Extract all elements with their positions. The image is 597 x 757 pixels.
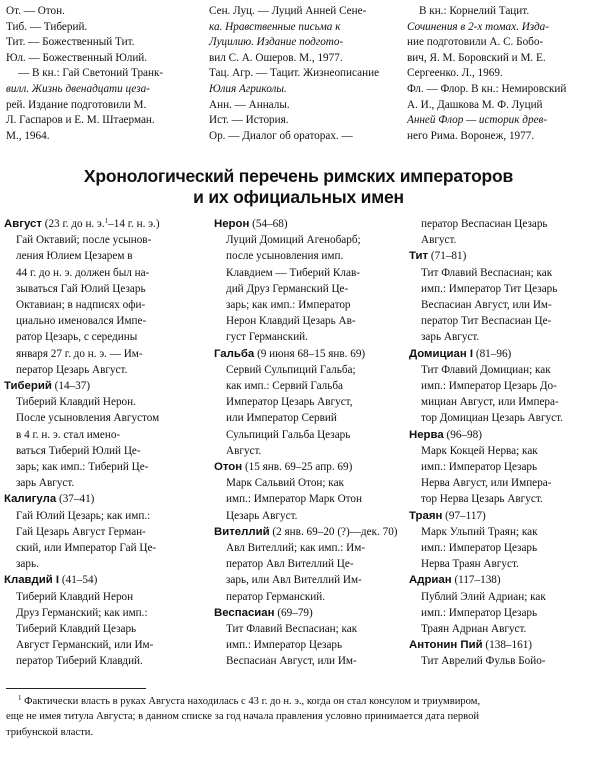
entry-line: Тиберий Клавдий Нерон. [16,396,136,409]
emperor-name: Калигула [4,493,57,506]
entry-line: зарь. [16,558,39,571]
emperor-entry [214,216,410,346]
entry-line: Нерва Август, или Импера- [421,477,552,490]
emperor-name: Клавдий I [4,574,60,587]
reign-dates: (9 июня 68–15 янв. 69) [257,347,366,360]
emperor-heading [214,216,410,232]
emperor-heading [4,216,200,232]
footnote-line: трибунской власти. [6,726,94,738]
abbr-line: Луцилию. Издание подгото- [209,36,344,49]
entry-line: Гай Юлий Цезарь; как имп.: [16,509,151,522]
emperor-entry [214,605,410,670]
entry-line: Сервий Сульпиций Гальба; [226,363,356,376]
entry-line: имп.: Император Цезарь [226,639,343,652]
entry-line: Марк Ульпий Траян; как [421,525,538,538]
entry-line: ратор Цезарь, с середины [16,331,138,344]
reign-dates: (2 янв. 69–20 (?)—дек. 70) [272,525,398,538]
emperor-entry [409,508,595,573]
entry-line: тор Нерва Цезарь Август. [421,493,543,506]
entry-line: зарь; как имп.: Император [226,299,351,312]
emperor-entry [409,346,595,427]
section-title-line-2: и их официальных имен [193,187,404,207]
abbr-line: него Рима. Воронеж, 1977. [407,129,535,142]
entry-line: имп.: Император Цезарь [421,606,538,619]
footnote-text: Фактически власть в руках Августа находилась с 43 г. до н. э., когда он стал консулом и триумвиром, [24,696,481,707]
entry-line: Император Цезарь Август, [226,396,353,409]
entry-line: Веспасиан Август, или Им- [421,299,552,312]
reign-dates: (15 янв. 69–25 апр. 69) [244,461,353,474]
emperor-heading [409,427,595,443]
entry-line: Тит Флавий Домициан; как [421,363,551,376]
emperor-entry [409,427,595,508]
emperor-name: Адриан [409,574,452,587]
emperor-heading [214,459,410,475]
emperor-name: Домициан I [409,347,474,360]
abbr-line: Сергеенко. Л., 1969. [407,67,503,80]
abbr-line: Тиб. — Тиберий. [6,20,88,33]
entry-line: января 27 г. до н. э. — Им- [16,347,143,360]
abbreviations-column-1 [6,4,198,144]
footnote-reference: 1 [104,217,109,225]
emperors-column-1 [4,216,200,670]
reign-dates: (96–98) [446,428,482,441]
emperors-column-2 [214,216,410,670]
abbr-line: Анн. — Анналы. [209,98,290,111]
entry-line: тор Домициан Цезарь Август. [421,412,563,425]
entry-line: Тит Флавий Веспасиан; как [421,266,553,279]
entry-line: как имп.: Сервий Гальба [226,380,344,393]
entry-line: после усыновления имп. [226,250,344,263]
emperor-name: Вителлий [214,525,270,538]
abbr-line: Юл. — Божественный Юлий. [6,51,148,64]
entry-line: Луций Домиций Агенобарб; [226,234,361,247]
entry-line: Нерва Траян Август. [421,558,519,571]
entry-line: имп.: Император Тит Цезарь [421,282,558,295]
abbr-line: М., 1964. [6,129,50,142]
entry-line: зарь Август. [421,331,480,344]
emperor-heading [409,346,595,362]
emperor-name: Веспасиан [214,606,275,619]
abbr-line: Л. Гаспаров и Е. М. Штаерман. [6,114,155,127]
section-title-line-1: Хронологический перечень римских императоров [83,166,514,186]
emperor-heading [4,378,200,394]
entry-line: циально именовался Импе- [16,315,147,328]
emperor-heading [214,346,410,362]
entry-line: Тиберий Клавдий Нерон [16,590,134,603]
entry-line: ваться Тиберий Юлий Це- [16,444,141,457]
emperor-entry [409,572,595,637]
emperor-name: Траян [409,509,443,522]
abbr-line: ка. Нравственные письма к [209,20,341,33]
emperor-entry [409,248,595,345]
emperor-name: Антонин Пий [409,639,483,652]
entry-line: Авл Вителлий; как имп.: Им- [226,542,366,555]
entry-line: Траян Адриан Август. [421,623,527,636]
emperor-entry [4,378,200,491]
entry-line: Тит Флавий Веспасиан; как [226,623,358,636]
reign-dates: (37–41) [58,493,95,506]
footnote-divider [6,688,146,689]
entry-line: дий Друз Германский Це- [226,282,349,295]
entry-line: Август Германский, или Им- [16,639,154,652]
emperor-name: Гальба [214,347,255,360]
entry-line: ператор Веспасиан Цезарь [421,218,548,230]
emperor-heading [409,248,595,264]
entry-line: ления Юлием Цезарем в [16,250,133,263]
footnote-line [6,694,594,709]
emperor-heading [409,572,595,588]
entry-line: ский, или Император Гай Це- [16,542,157,555]
emperors-column-3 [409,216,595,670]
entry-line: имп.: Император Цезарь До- [421,380,557,393]
entry-line: имп.: Император Цезарь [421,542,538,555]
entry-line: ператор Цезарь Август. [16,363,128,376]
abbr-line: А. И., Дашкова М. Ф. Луций [407,98,543,111]
entry-line: ператор Тиберий Клавдий. [16,655,143,668]
reign-dates: (14–37) [54,380,91,393]
reign-dates: (138–161) [485,639,533,652]
entry-line: 44 г. до н. э. должен был на- [16,266,150,279]
entry-line: Нерон Клавдий Цезарь Ав- [226,315,356,328]
reign-dates: (69–79) [277,606,313,619]
emperor-heading [4,491,200,507]
emperor-name: Тит [409,250,429,263]
entry-line: Публий Элий Адриан; как [421,590,546,603]
emperor-heading [214,524,410,540]
entry-line: Марк Сальвий Отон; как [226,477,344,490]
abbr-line: рей. Издание подготовили М. [6,98,147,111]
entry-line: Веспасиан Август, или Им- [226,655,357,668]
emperor-heading [4,572,200,588]
entry-line: ператор Авл Вителлий Це- [226,558,354,571]
entry-line: Август. [421,234,457,247]
emperor-entry [4,491,200,572]
entry-line: Гай Цезарь Август Герман- [16,525,146,538]
entry-line: Гай Октавий; после усынов- [16,234,152,247]
entry-line: ператор Тит Веспасиан Це- [421,315,552,328]
entry-line: ператор Германский. [226,590,326,603]
emperor-entry [214,346,410,459]
entry-line: густ Германский. [226,331,308,344]
entry-line: Тит Аврелий Фульв Бойо- [421,655,546,668]
abbreviations-column-3 [407,4,595,144]
entry-line: зываться Гай Юлий Цезарь [16,282,146,295]
abbr-line: вилл. Жизнь двенадцати цеза- [6,82,150,95]
abbr-line: Юлия Агриколы. [209,82,287,95]
abbr-line: От. — Отон. [6,5,65,17]
abbr-line: вич, Я. М. Боровский и М. Е. [407,51,546,64]
abbreviations-column-2 [209,4,401,144]
entry-line: Сульпиций Гальба Цезарь [226,428,351,441]
entry-line: зарь, или Авл Вителлий Им- [226,574,362,587]
emperor-heading [409,508,595,524]
footnote-mark: 1 [18,694,22,702]
entry-line: мициан Август, или Импера- [421,396,559,409]
emperor-name: Отон [214,461,243,474]
emperor-name: Нерва [409,428,444,441]
emperor-name: Тиберий [4,380,52,393]
reign-dates: (54–68) [252,218,288,230]
footnote-line: еще не имея титула Августа; в данном списке за год начала правления условно принимается дата первой [6,711,480,723]
abbr-line: Анней Флор — историк древ- [407,114,548,127]
abbr-line: Фл. — Флор. В кн.: Немировский [407,82,567,95]
emperor-heading [409,637,595,653]
emperor-entry [214,524,410,605]
entry-line: зарь Август. [16,477,75,490]
entry-line: Марк Кокцей Нерва; как [421,444,538,457]
entry-line: Тиберий Клавдий Цезарь [16,623,137,636]
abbr-line: Ор. — Диалог об ораторах. — [209,129,353,142]
entry-line: Друз Германский; как имп.: [16,606,148,619]
abbr-line: вил С. А. Ошеров. М., 1977. [209,51,343,64]
emperor-heading [214,605,410,621]
footnote [6,694,594,740]
entry-line: После усыновления Августом [16,412,160,425]
abbr-line: Ист. — История. [209,114,289,127]
reign-dates: (117–138) [454,574,501,587]
entry-line: Цезарь Август. [226,509,298,522]
abbr-line: Тит. — Божественный Тит. [6,36,135,49]
emperor-entry [409,637,595,669]
abbr-line: ние подготовили А. С. Бобо- [407,36,544,49]
emperor-name: Нерон [214,218,250,230]
emperor-name: Август [4,218,42,230]
reign-dates: (41–54) [61,574,98,587]
reign-dates: (81–96) [475,347,512,360]
reign-dates: (71–81) [430,250,467,263]
emperor-entry [214,459,410,524]
entry-line: имп.: Император Цезарь [421,461,538,474]
emperor-entry [409,216,595,248]
entry-line: в 4 г. н. э. стал имено- [16,428,121,441]
entry-line: Август. [226,444,262,457]
abbr-line: Сочинения в 2-х томах. Изда- [407,20,549,33]
entry-line: зарь; как имп.: Тиберий Це- [16,461,149,474]
abbr-line: — В кн.: Гай Светоний Транк- [18,67,164,80]
entry-line: или Император Сервий [226,412,337,425]
reign-dates-end: –14 г. н. э.) [108,218,160,230]
section-title [0,166,597,208]
abbr-line: Сен. Луц. — Луций Анней Сене- [209,5,367,17]
entry-line: имп.: Император Марк Отон [226,493,363,506]
emperor-entry [4,216,200,378]
abbr-line: В кн.: Корнелий Тацит. [419,5,530,17]
reign-dates: (23 г. до н. э. [44,218,105,230]
entry-line: Клавдием — Тиберий Клав- [226,266,360,279]
abbr-line: Тац. Агр. — Тацит. Жизнеописание [209,67,380,80]
reign-dates: (97–117) [445,509,486,522]
emperor-entry [4,572,200,669]
entry-line: Октавиан; в надписях офи- [16,299,146,312]
